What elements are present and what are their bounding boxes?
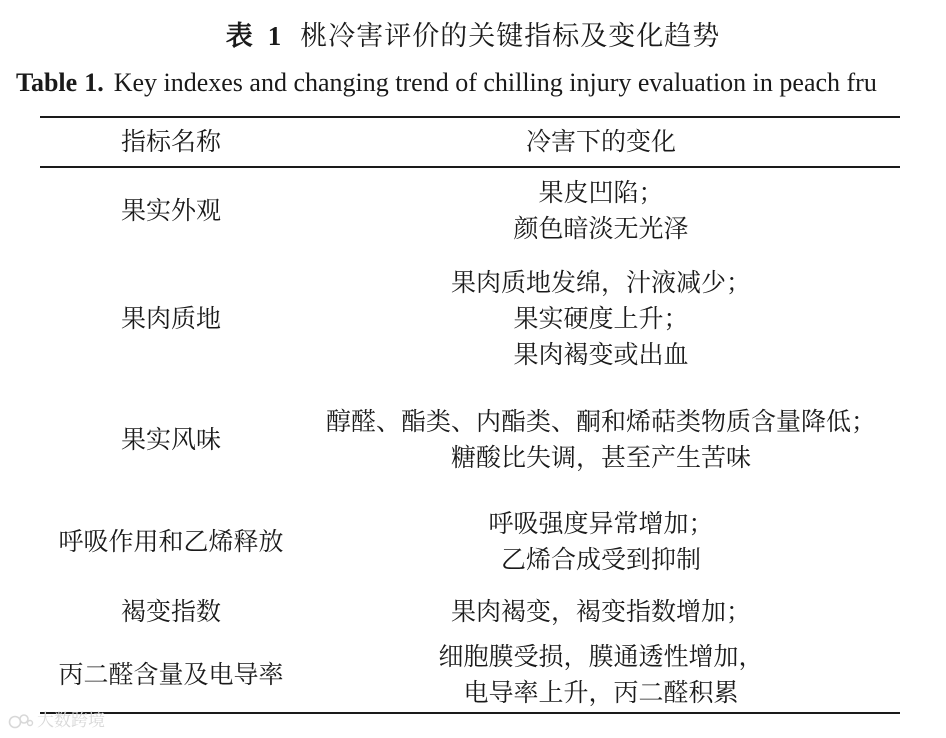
caption-en-label: Table <box>16 68 78 97</box>
change-line: 醇醛、酯类、内酯类、酮和烯萜类物质含量降低； <box>325 407 876 436</box>
indicator-name: 果实外观 <box>120 196 221 225</box>
watermark <box>8 706 105 731</box>
change-line: 乙烯合成受到抑制 <box>500 545 701 574</box>
change-line: 果肉质地发绵，汁液减少； <box>450 268 751 297</box>
table-row <box>40 256 900 382</box>
indicator-cell <box>40 638 302 712</box>
change-line: 果实硬度上升； <box>513 304 689 333</box>
change-line: 果皮凹陷； <box>538 178 664 207</box>
table-row <box>40 586 900 638</box>
indicator-cell <box>40 166 302 256</box>
change-cell <box>302 498 900 586</box>
change-cell <box>302 586 900 638</box>
caption-cn-label: 表 <box>225 21 254 51</box>
change-line: 果肉褐变或出血 <box>513 340 689 369</box>
change-line: 呼吸强度异常增加； <box>488 509 714 538</box>
change-line: 颜色暗淡无光泽 <box>513 214 689 243</box>
table-caption-chinese <box>0 14 946 53</box>
table-row <box>40 638 900 712</box>
change-cell <box>302 638 900 712</box>
indicator-name: 果肉质地 <box>120 304 221 333</box>
indicator-table <box>40 118 900 712</box>
indicator-name: 果实风味 <box>120 425 221 454</box>
change-cell <box>302 166 900 256</box>
indicator-cell <box>40 256 302 382</box>
table-caption-english <box>16 68 946 98</box>
watermark-text: 大数跨境 <box>37 711 105 731</box>
indicator-name: 丙二醛含量及电导率 <box>58 660 284 689</box>
change-cell <box>302 256 900 382</box>
indicator-cell <box>40 498 302 586</box>
caption-cn-text: 桃冷害评价的关键指标及变化趋势 <box>300 21 721 51</box>
indicator-cell <box>40 382 302 498</box>
table-row <box>40 166 900 256</box>
table-row <box>40 382 900 498</box>
logo-icon <box>8 712 34 730</box>
caption-en-number: 1. <box>84 68 104 97</box>
change-line: 细胞膜受损，膜通透性增加， <box>438 642 764 671</box>
header-change: 冷害下的变化 <box>525 127 676 156</box>
indicator-name: 褐变指数 <box>120 597 221 626</box>
table-row <box>40 498 900 586</box>
change-line: 果肉褐变，褐变指数增加； <box>450 597 751 626</box>
change-line: 电导率上升，丙二醛积累 <box>463 678 739 707</box>
change-line: 糖酸比失调，甚至产生苦味 <box>450 443 751 472</box>
table-header-row <box>40 118 900 166</box>
table-bottom-rule <box>40 712 900 714</box>
change-cell <box>302 382 900 498</box>
caption-en-text: Key indexes and changing trend of chilling injury evaluation in peach fru <box>113 68 877 97</box>
indicator-name: 呼吸作用和乙烯释放 <box>58 527 284 556</box>
caption-cn-number: 1 <box>267 21 283 51</box>
header-indicator-name: 指标名称 <box>120 127 221 156</box>
indicator-cell <box>40 586 302 638</box>
